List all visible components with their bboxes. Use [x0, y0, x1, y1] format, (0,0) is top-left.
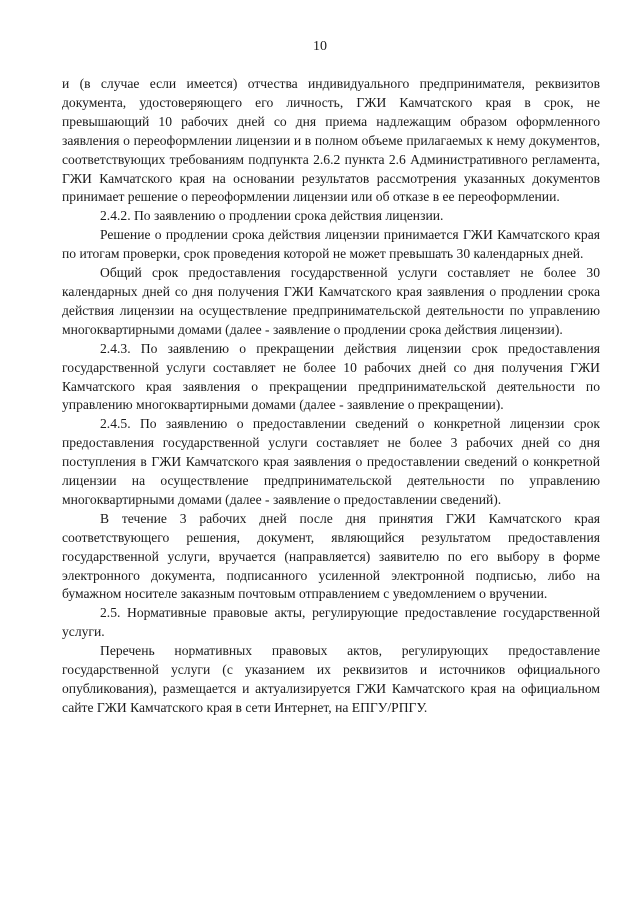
paragraph: Перечень нормативных правовых актов, регулирующих предоставление государственной услуги (с указанием их реквизитов и источников официального опубликования), размещается и актуализируется ГЖИ Камчатского края на официальном сайте ГЖИ Камчатского края в сети Интернет, на ЕПГУ/РПГУ. — [62, 643, 600, 715]
paragraph-2-4-3: 2.4.3. По заявлению о прекращении действия лицензии срок предоставления государственной услуги составляет не более 10 рабочих дней со дня получения ГЖИ Камчатского края заявления о прекращении предпринимательской деятельности по управлению многоквартирными домами (далее - заявление о прекращении). — [62, 340, 600, 413]
paragraph-2-4-5: 2.4.5. По заявлению о предоставлении сведений о конкретной лицензии срок предоставления государственной услуги составляет не более 3 рабочих дней со дня поступления в ГЖИ Камчатского края заявления о предоставлении сведений о конкретной лицензии на осуществление предпринимательской деятельности по управлению многоквартирными домами (далее - заявление о предоставлении сведений). — [62, 416, 600, 507]
page-number: 10 — [313, 39, 327, 54]
paragraph-2-4-2-heading: 2.4.2. По заявлению о продлении срока действия лицензии. — [100, 208, 444, 224]
paragraph: Общий срок предоставления государственной услуги составляет не более 30 календарных дней со дня получения ГЖИ Камчатского края заявления о продлении срока действия лицензии на осуществление предпринимательской деятельности по управлению многоквартирными домами (далее - заявление о продлении срока действия лицензии). — [62, 265, 600, 337]
paragraph: В течение 3 рабочих дней после дня принятия ГЖИ Камчатского края соответствующего решения, документ, являющийся результатом предоставления государственной услуги, вручается (направляется) заявителю по его выбору в форме электронного документа, подписанного усиленной электронной подписью, либо на бумажном носителе заказным почтовым отправлением с уведомлением о вручении. — [62, 510, 600, 602]
paragraph-continuation: и (в случае если имеется) отчества индивидуального предпринимателя, реквизитов документа, удостоверяющего его личность, ГЖИ Камчатского края в срок, не превышающий 10 рабочих дней со дня приема надлежащим образом оформленного заявления о переоформлении лицензии и в полном объеме прилагаемых к нему документов, соответствующих требованиям подпункта 2.6.2 пункта 2.6 Административного регламента, ГЖИ Камчатского края на основании результатов рассмотрения указанных документов принимает решение о переоформлении лицензии или об отказе в ее переоформлении. — [62, 76, 600, 205]
paragraph-2-5-heading: 2.5. Нормативные правовые акты, регулирующие предоставление государственной услуги. — [62, 605, 600, 640]
paragraph: Решение о продлении срока действия лицензии принимается ГЖИ Камчатского края по итогам проверки, срок проведения которой не может превышать 30 календарных дней. — [62, 227, 600, 262]
document-body — [62, 75, 600, 718]
